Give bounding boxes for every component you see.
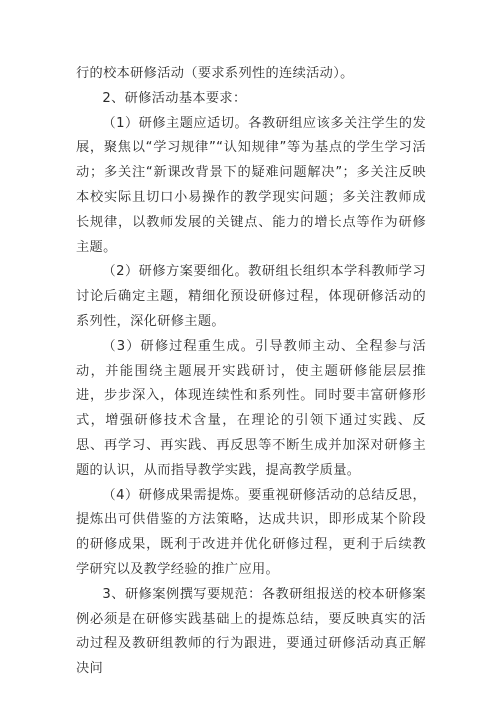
paragraph-continuation: 行的校本研修活动（要求系列性的连续活动）。 bbox=[76, 66, 354, 81]
document-body bbox=[76, 62, 426, 682]
paragraph-requirement-3: （3）研修过程重生成。引导教师主动、全程参与活动，并能围绕主题展开实践研讨，使主题研修能层层推进，步步深入，体现连续性和系列性。同时要丰富研修形式，增强研修技术含量，在理论的引领下通过实践、反思、再学习、再实践、再反思等不断生成并加深对研修主题的认识，从而指导教学实践，提高教学质量。 bbox=[76, 338, 426, 478]
paragraph-case-writing: 3、研修案例撰写要规范：各教研组报送的校本研修案例必须是在研修实践基础上的提炼总结，要反映真实的活动过程及教研组教师的行为跟进，要通过研修活动真正解决问 bbox=[76, 586, 426, 677]
paragraph-requirement-1: （1）研修主题应适切。各教研组应该多关注学生的发展，聚焦以“学习规律”“认知规律”等为基点的学生学习活动；多关注“新课改背景下的疑难问题解决”；多关注反映本校实际且切口小易操作的教学现实问题；多关注教师成长规律，以教师发展的关键点、能力的增长点等作为研修主题。 bbox=[76, 115, 426, 255]
section-heading-requirements: 2、研修活动基本要求： bbox=[102, 90, 247, 106]
paragraph-requirement-4: （4）研修成果需提炼。要重视研修活动的总结反思，提炼出可供借鉴的方法策略，达成共识，即形成某个阶段的研修成果，既利于改进并优化研修过程，更利于后续教学研究以及教学经验的推广应用。 bbox=[76, 487, 426, 577]
paragraph-requirement-2: （2）研修方案要细化。教研组长组织本学科教师学习讨论后确定主题，精细化预设研修过程，体现研修活动的系列性，深化研修主题。 bbox=[76, 264, 426, 329]
